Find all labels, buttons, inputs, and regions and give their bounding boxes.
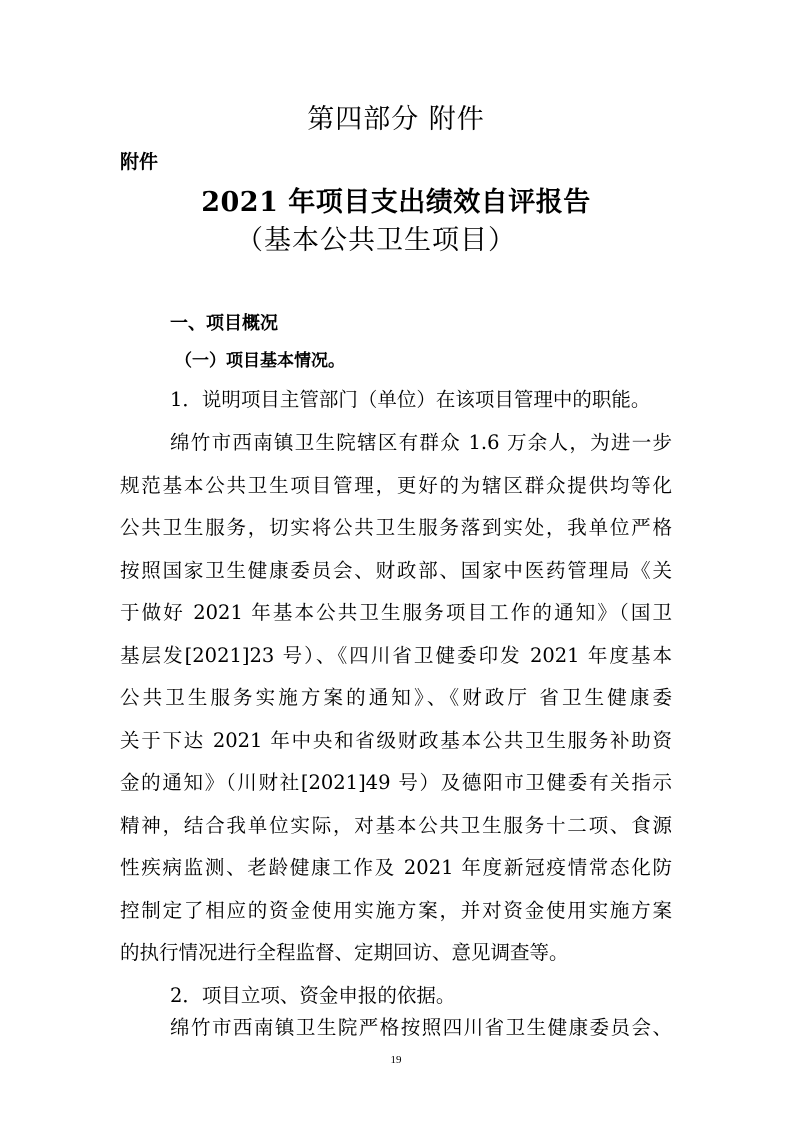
paragraph-line: 基层发[2021]23 号）、《四川省卫健委印发 2021 年度基本 [120, 644, 672, 667]
section-title: 第四部分 附件 [307, 104, 485, 135]
paragraph-line: 规范基本公共卫生项目管理，更好的为辖区群众提供均等化 [120, 474, 672, 497]
paragraph-line: 控制定了相应的资金使用实施方案，并对资金使用实施方案 [120, 899, 672, 922]
numbered-item-2: 2．项目立项、资金申报的依据。 [170, 984, 456, 1007]
paragraph-line: 绵竹市西南镇卫生院辖区有群众 1.6 万余人，为进一步 [170, 431, 672, 454]
report-subtitle: （基本公共卫生项目） [236, 225, 516, 256]
paragraph-line: 于做好 2021 年基本公共卫生服务项目工作的通知》（国卫 [120, 601, 672, 624]
heading-project-overview: 一、项目概况 [170, 313, 278, 334]
paragraph-line: 精神，结合我单位实际，对基本公共卫生服务十二项、食源 [120, 814, 672, 837]
report-title: 2021 年项目支出绩效自评报告 [201, 187, 591, 218]
page-number: 19 [390, 1054, 402, 1066]
numbered-item-1: 1．说明项目主管部门（单位）在该项目管理中的职能。 [170, 388, 651, 411]
paragraph-line: 公共卫生服务实施方案的通知》、《财政厅 省卫生健康委 [120, 686, 672, 709]
paragraph-line: 公共卫生服务，切实将公共卫生服务落到实处，我单位严格 [120, 516, 672, 539]
paragraph-line: 绵竹市西南镇卫生院严格按照四川省卫生健康委员会、 [170, 1016, 672, 1039]
paragraph-line: 关于下达 2021 年中央和省级财政基本公共卫生服务补助资 [120, 729, 672, 752]
paragraph-line: 性疾病监测、老龄健康工作及 2021 年度新冠疫情常态化防 [120, 856, 672, 879]
attachment-label: 附件 [120, 151, 159, 173]
paragraph-line: 金的通知》（川财社[2021]49 号）及德阳市卫健委有关指示 [120, 771, 672, 794]
paragraph-line: 按照国家卫生健康委员会、财政部、国家中医药管理局《关 [120, 559, 672, 582]
paragraph-line: 的执行情况进行全程监督、定期回访、意见调查等。 [120, 941, 569, 964]
heading-basic-info: （一）项目基本情况。 [175, 351, 345, 371]
